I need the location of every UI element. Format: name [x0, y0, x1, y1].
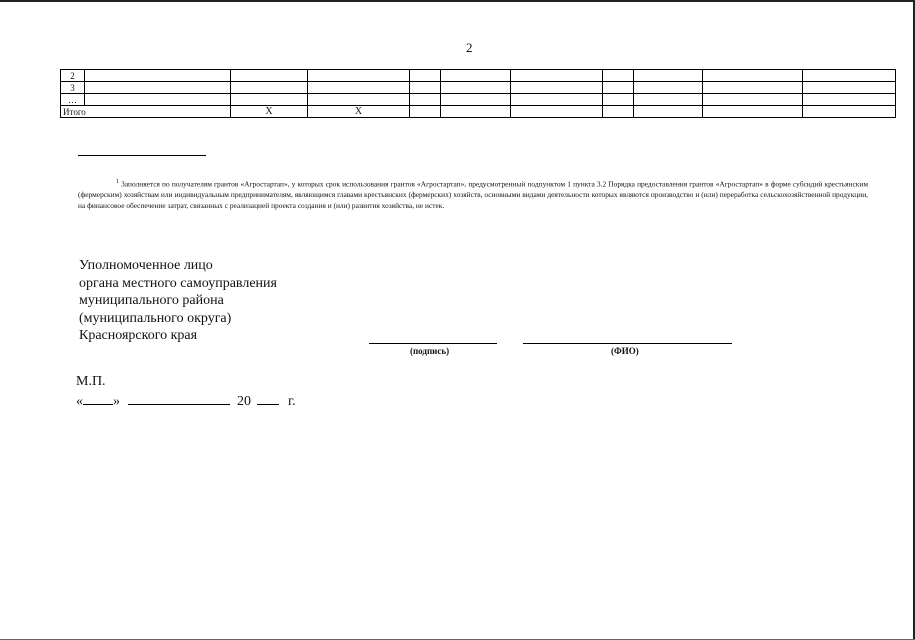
signer-block — [79, 257, 277, 345]
table-cell[interactable] — [603, 106, 634, 118]
table-cell[interactable] — [634, 94, 703, 106]
table-cell[interactable] — [441, 82, 511, 94]
table-cell[interactable] — [85, 70, 231, 82]
signer-line: органа местного самоуправления — [79, 275, 277, 291]
table-cell[interactable] — [703, 94, 803, 106]
table-cell[interactable] — [511, 70, 603, 82]
row-number: 2 — [61, 70, 85, 82]
table-cell[interactable] — [231, 82, 308, 94]
signer-line: Красноярского края — [79, 328, 198, 343]
table-cell[interactable] — [85, 94, 231, 106]
month-field[interactable] — [128, 392, 230, 405]
signature-caption: (подпись) — [410, 346, 450, 356]
table-cell[interactable] — [703, 70, 803, 82]
signature-field[interactable] — [369, 343, 497, 344]
date-row — [76, 392, 296, 410]
table-cell[interactable] — [441, 106, 511, 118]
table-cell[interactable] — [308, 70, 410, 82]
footnote-separator — [78, 155, 206, 156]
total-label: Итого — [61, 106, 231, 118]
table-cell[interactable] — [441, 70, 511, 82]
table-total-row — [61, 106, 896, 118]
table-cell[interactable] — [410, 70, 441, 82]
page-number: 2 — [466, 40, 473, 55]
date-open-quote: « — [76, 394, 83, 409]
table-cell[interactable] — [703, 82, 803, 94]
table-row — [61, 70, 896, 82]
table-cell[interactable] — [803, 94, 896, 106]
full-name-field[interactable] — [523, 343, 732, 344]
table-cell[interactable] — [803, 106, 896, 118]
page-edge-top — [0, 0, 915, 2]
table-cell[interactable] — [511, 82, 603, 94]
table-cell[interactable] — [231, 70, 308, 82]
table-cell[interactable] — [511, 106, 603, 118]
footnote — [78, 177, 868, 211]
table-cell[interactable] — [703, 106, 803, 118]
signer-line: (муниципального округа) — [79, 310, 232, 326]
table-cell[interactable] — [441, 94, 511, 106]
stamp-label: М.П. — [76, 374, 106, 389]
year-prefix: 20 — [237, 394, 251, 409]
table-cell[interactable] — [603, 94, 634, 106]
table-cell[interactable] — [231, 94, 308, 106]
table-cell[interactable] — [410, 106, 441, 118]
day-field[interactable] — [83, 392, 113, 405]
footnote-text: Заполняется по получателям грантов «Агростартап», у которых срок использования грантов «Агростартап», предусмотренный подпунктом 1 пункта 3.2 Порядка предоставления грантов «Агростартап» в форме субсидий крестьянским (фермерским) хозяйствам или индивидуальным предпринимателям, являющимся главами крестьянских (фермерских) хозяйств, основными видами деятельности которых являются производство и (или) переработка сельскохозяйственной продукции, на финансовое обеспечение затрат, связанных с реализацией проекта создания и (или) развития хозяйства, не истек. — [78, 179, 868, 211]
table-cell[interactable] — [803, 70, 896, 82]
table-cell[interactable] — [308, 82, 410, 94]
row-number: … — [61, 94, 85, 106]
signer-line: муниципального района — [79, 293, 224, 308]
data-table — [60, 69, 896, 118]
table-cell[interactable] — [634, 106, 703, 118]
table-cell[interactable] — [85, 82, 231, 94]
table-cell[interactable] — [410, 94, 441, 106]
year-field[interactable] — [257, 392, 279, 405]
row-number: 3 — [61, 82, 85, 94]
table-row — [61, 82, 896, 94]
date-close-quote: » — [113, 394, 120, 409]
total-mark-x: X — [308, 106, 410, 118]
table-cell[interactable] — [603, 82, 634, 94]
table-cell[interactable] — [511, 94, 603, 106]
total-mark-x: X — [231, 106, 308, 118]
table-cell[interactable] — [634, 70, 703, 82]
table-row — [61, 94, 896, 106]
table-cell[interactable] — [603, 70, 634, 82]
footnote-marker: 1 — [116, 179, 119, 185]
table-cell[interactable] — [308, 94, 410, 106]
signer-line: Уполномоченное лицо — [79, 258, 213, 273]
table-cell[interactable] — [803, 82, 896, 94]
full-name-caption: (ФИО) — [611, 346, 639, 356]
table-cell[interactable] — [410, 82, 441, 94]
year-suffix: г. — [288, 394, 296, 409]
table-cell[interactable] — [634, 82, 703, 94]
